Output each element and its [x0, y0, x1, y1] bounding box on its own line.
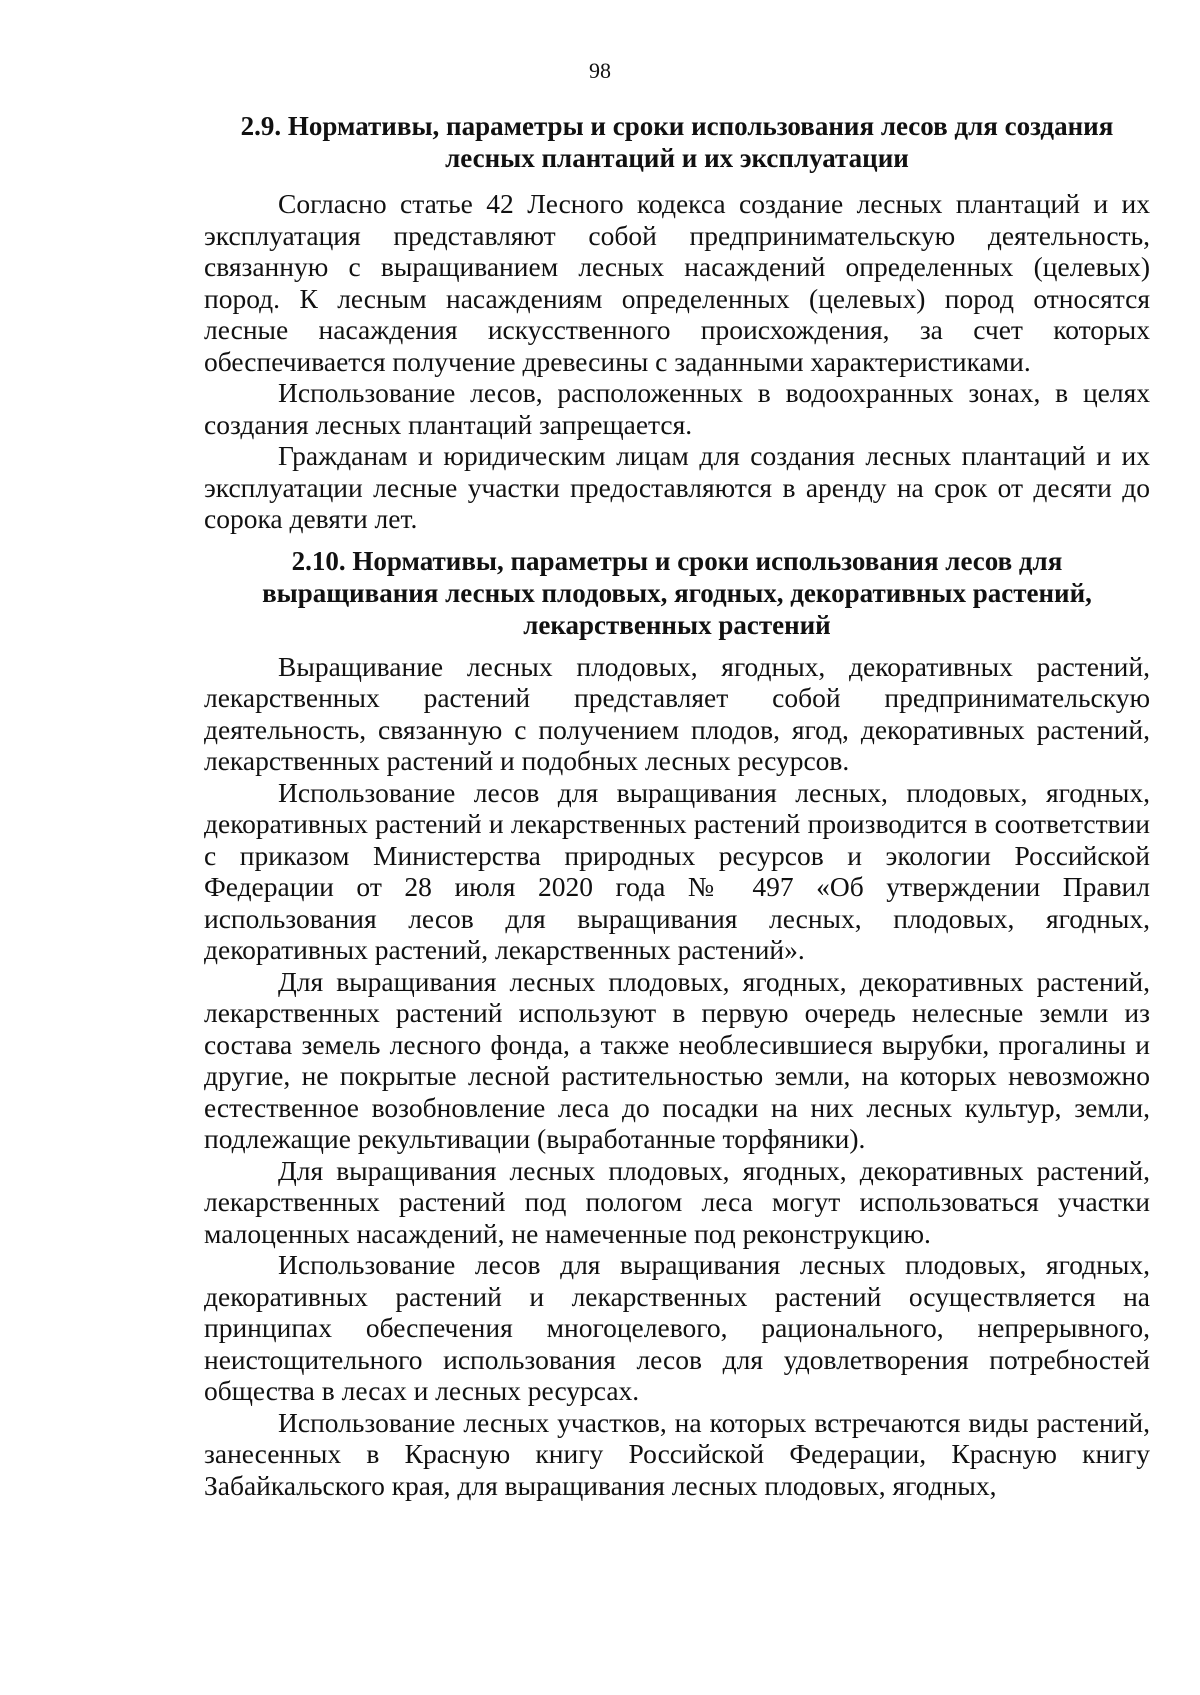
paragraph: Выращивание лесных плодовых, ягодных, декоративных растений, лекарственных растений представляет собой предпринимательскую деятельность, связанную с получением плодов, ягод, декоративных растений, лекарственных растений и подобных лесных ресурсов. [204, 650, 1150, 776]
page-number: 98 [589, 58, 611, 83]
paragraph: Использование лесов для выращивания лесных, плодовых, ягодных, декоративных растений и лекарственных растений производится в соответствии с приказом Министерства природных ресурсов и экологии Российской Федерации от 28 июля 2020 года № 497 «Об утверждении Правил использования лесов для выращивания лесных, плодовых, ягодных, декоративных растений, лекарственных растений». [204, 776, 1150, 965]
paragraph: Использование лесных участков, на которых встречаются виды растений, занесенных в Красную книгу Российской Федерации, Красную книгу Забайкальского края, для выращивания лесных плодовых, ягодных, [204, 1406, 1150, 1501]
section-heading-2-10: 2.10. Нормативы, параметры и сроки использования лесов для выращивания лесных плодовых, ягодных, декоративных растений, лекарственных растений [262, 545, 1092, 640]
paragraph: Для выращивания лесных плодовых, ягодных, декоративных растений, лекарственных растений под пологом леса могут использоваться участки малоценных насаждений, не намеченные под реконструкцию. [204, 1154, 1150, 1249]
paragraph: Согласно статье 42 Лесного кодекса создание лесных плантаций и их эксплуатация представляют собой предпринимательскую деятельность, связанную с выращиванием лесных насаждений определенных (целевых) пород. К лесным насаждениям определенных (целевых) пород относятся лесные насаждения искусственного происхождения, за счет которых обеспечивается получение древесины с заданными характеристиками. [204, 188, 1150, 377]
paragraph: Использование лесов для выращивания лесных плодовых, ягодных, декоративных растений и лекарственных растений осуществляется на принципах обеспечения многоцелевого, рационального, непрерывного, неистощительного использования лесов для удовлетворения потребностей общества в лесах и лесных ресурсах. [204, 1249, 1150, 1406]
page-content [204, 110, 1150, 1501]
section-heading-2-9: 2.9. Нормативы, параметры и сроки использования лесов для создания лесных плантаций и их эксплуатации [240, 111, 1114, 173]
paragraph: Гражданам и юридическим лицам для создания лесных плантаций и их эксплуатации лесные участки предоставляются в аренду на срок от десяти до сорока девяти лет. [204, 440, 1150, 534]
paragraph: Использование лесов, расположенных в водоохранных зонах, в целях создания лесных плантаций запрещается. [204, 377, 1150, 440]
paragraph: Для выращивания лесных плодовых, ягодных, декоративных растений, лекарственных растений используют в первую очередь нелесные земли из состава земель лесного фонда, а также необлесившиеся вырубки, прогалины и другие, не покрытые лесной растительностью земли, на которых невозможно естественное возобновление леса до посадки на них лесных культур, земли, подлежащие рекультивации (выработанные торфяники). [204, 965, 1150, 1154]
